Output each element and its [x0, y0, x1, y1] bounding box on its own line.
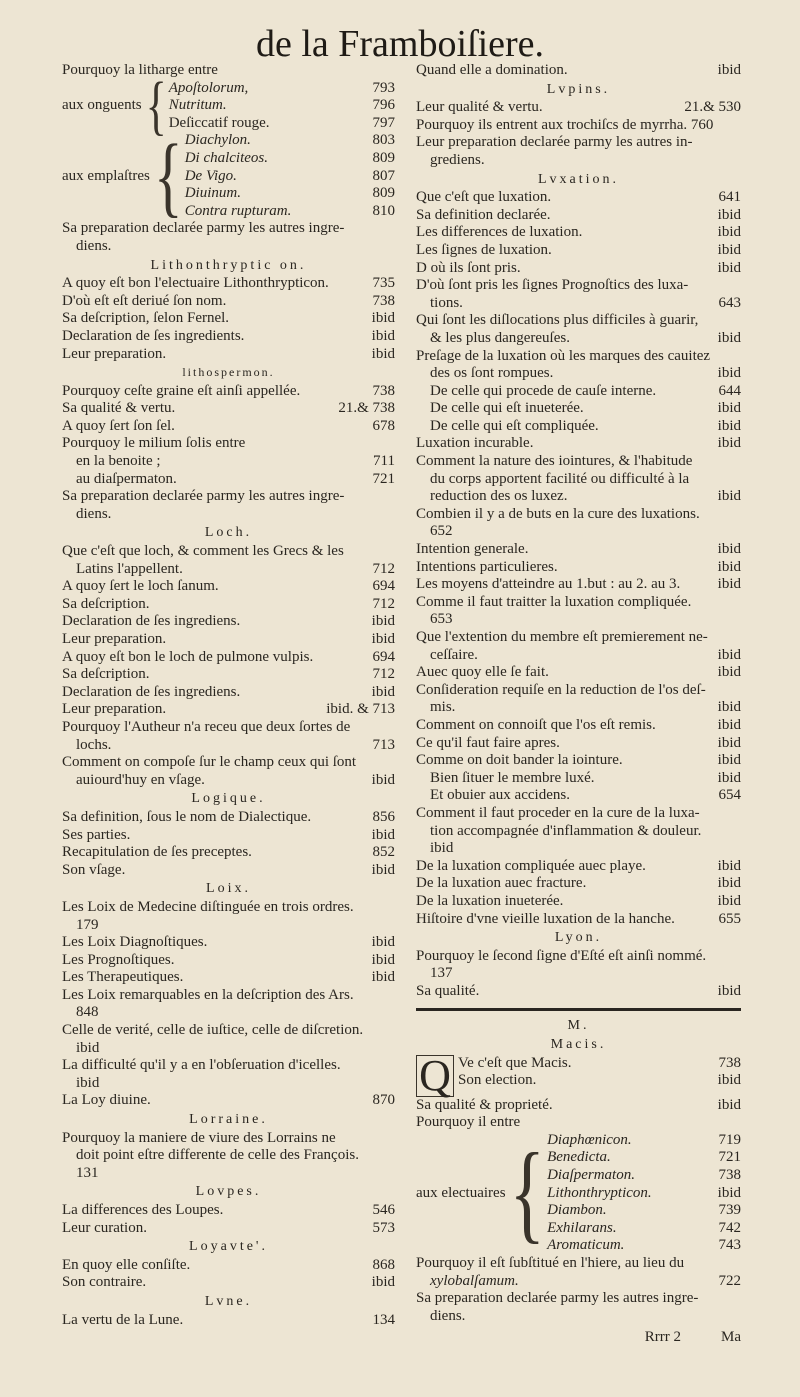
index-entry: A quoy ſert ſon ſel.	[62, 417, 175, 434]
index-entry: des os ſont rompues.	[430, 365, 554, 382]
index-line: Comment la nature des iointures, & l'habitude	[416, 453, 693, 470]
page-ref: 712	[372, 560, 395, 577]
index-entry: Sa definition, ſous le nom de Dialectique.	[62, 808, 312, 825]
page-ref: 643	[718, 294, 741, 311]
section-heading: Lvne.	[204, 1293, 253, 1309]
index-line: Comment il faut proceder en la cure de la luxa-	[416, 804, 700, 821]
page-ref: 738	[718, 1054, 741, 1071]
section-heading: Lovpes.	[195, 1184, 262, 1200]
index-line: diens.	[76, 505, 112, 522]
index-line: diens.	[430, 1307, 466, 1324]
group-item: Exhilarans.	[547, 1219, 617, 1236]
section-heading: Macis.	[550, 1037, 607, 1053]
page-ref: ibid	[717, 417, 741, 434]
index-entry: Les Loix Diagnoſtiques.	[62, 934, 208, 951]
index-entry: tions.	[430, 294, 463, 311]
page-ref: 721	[718, 1149, 741, 1166]
page-ref: 735	[372, 275, 395, 292]
index-entry: Son vſage.	[62, 861, 126, 878]
index-line: Les Loix remarquables en la deſcription des Ars.	[62, 986, 354, 1003]
page-ref: ibid	[371, 826, 395, 843]
page-ref: 678	[372, 417, 395, 434]
section-heading: Logique.	[191, 791, 266, 807]
index-entry: La differences des Loupes.	[62, 1202, 224, 1218]
page-ref: 712	[372, 595, 395, 612]
index-line: Pourquoy l'Autheur n'a receu que deux ſortes de	[62, 718, 351, 735]
index-entry: Luxation incurable.	[416, 435, 534, 452]
index-entry: Les moyens d'atteindre au 1.but : au 2. au 3.	[416, 576, 681, 593]
page-ref: 21.& 738	[338, 400, 395, 417]
page-ref: ibid	[717, 435, 741, 452]
index-line: Conſideration requiſe en la reduction de l'os deſ-	[416, 681, 706, 698]
page-ref: ibid	[717, 716, 741, 733]
page-ref: ibid	[430, 840, 454, 857]
section-heading: Lvxation.	[537, 171, 620, 187]
page-ref: ibid	[717, 576, 741, 593]
index-line: Pourquoy la maniere de viure des Lorrains ne	[62, 1129, 336, 1146]
index-line: Celle de verité, celle de iuſtice, celle de diſcretion.	[62, 1022, 364, 1039]
page-title: de la Framboiſiere.	[255, 23, 545, 65]
index-line: Pourquoy le ſecond ſigne d'Eſté eſt ainſi nommé.	[416, 947, 707, 964]
page-ref: 809	[372, 149, 395, 166]
index-entry: Declaration de ſes ingrediens.	[62, 613, 241, 630]
index-entry: Leur qualité & vertu.	[416, 99, 543, 116]
index-entry: A quoy eſt bon l'electuaire Lithonthrypticon.	[62, 275, 329, 292]
section-heading: Loch.	[204, 525, 253, 541]
page-ref: 722	[718, 1272, 741, 1289]
index-entry: Pourquoy ceſte graine eſt ainſi appellée.	[62, 382, 301, 399]
page-ref: ibid	[371, 613, 395, 630]
index-entry: Les differences de luxation.	[416, 224, 583, 241]
section-divider	[416, 1008, 741, 1011]
catchword: Ma	[721, 1329, 741, 1346]
brace-icon: {	[153, 126, 183, 226]
index-entry: Sa deſcription, ſelon Fernel.	[62, 310, 230, 327]
index-entry: Sa deſcription.	[62, 595, 150, 612]
page-ref: ibid	[717, 752, 741, 769]
group-item: Diambon.	[547, 1202, 607, 1219]
page-ref: 134	[372, 1311, 395, 1328]
index-entry: Auec quoy elle ſe fait.	[416, 664, 549, 681]
group-item: Diaphœnicon.	[547, 1131, 632, 1148]
page-ref: 738	[372, 382, 395, 399]
page-ref: 712	[372, 666, 395, 683]
index-line: du corps apportent facilité ou difficulté à la	[430, 470, 690, 487]
index-entry: ceſſaire.	[430, 646, 478, 663]
page-ref: ibid	[717, 241, 741, 258]
index-entry: reduction des os luxez.	[430, 488, 568, 505]
page-ref: 655	[718, 910, 741, 927]
group-item: Di chalciteos.	[184, 149, 269, 166]
index-line: Qui ſont les diſlocations plus difficiles à guarir,	[416, 312, 699, 329]
page-ref: ibid	[371, 327, 395, 344]
page-ref: 713	[372, 736, 395, 753]
right-column	[416, 62, 741, 1347]
page-ref: ibid	[717, 1072, 741, 1089]
index-line: Sa preparation declarée parmy les autres ingre-	[416, 1290, 699, 1307]
page-ref: 137	[430, 965, 453, 982]
index-entry: De celle qui eſt inueterée.	[430, 400, 584, 417]
index-entry: Hiſtoire d'vne vieille luxation de la hanche.	[416, 910, 675, 927]
brace-icon: {	[145, 68, 167, 142]
page-ref: ibid	[717, 769, 741, 786]
page-ref: 803	[372, 132, 395, 149]
index-entry: auiourd'huy en vſage.	[76, 771, 205, 788]
page-ref: 793	[372, 79, 395, 96]
index-entry: Quand elle a domination.	[416, 62, 568, 78]
page-ref: ibid	[717, 1096, 741, 1113]
index-line: tion accompagnée d'inflammation & douleur.	[430, 822, 702, 839]
brace-icon: {	[509, 1131, 546, 1255]
index-entry: Sa definition declarée.	[416, 206, 551, 223]
page-ref: ibid	[371, 631, 395, 647]
page-ref: 694	[372, 578, 395, 595]
index-line: Pourquoy ils entrent aux trochiſcs de myrrha. 760	[416, 116, 714, 133]
page-ref: ibid	[371, 969, 395, 986]
index-line: Preſage de la luxation où les marques des cauitez	[416, 347, 711, 364]
index-entry: Sa qualité & proprieté.	[416, 1096, 553, 1113]
index-line: Que c'eſt que loch, & comment les Grecs & les	[62, 543, 344, 560]
index-entry: Son election.	[458, 1072, 537, 1089]
left-column	[62, 62, 395, 1329]
index-entry: Latins l'appellent.	[76, 560, 183, 577]
page-ref: 654	[718, 787, 741, 804]
index-line: grediens.	[430, 151, 485, 168]
page-ref: ibid	[717, 734, 741, 751]
page-ref: ibid	[717, 699, 741, 716]
index-entry: Recapitulation de ſes preceptes.	[62, 844, 252, 861]
index-entry: au diaſpermaton.	[76, 470, 177, 487]
signature-mark: Rrrr 2	[644, 1329, 681, 1346]
group-lead: aux onguents	[62, 97, 142, 114]
index-entry: Declaration de ſes ingrediens.	[62, 683, 241, 700]
section-heading: Lorraine.	[189, 1112, 268, 1128]
index-entry: Sa qualité.	[416, 982, 480, 999]
page-ref: 711	[373, 453, 395, 470]
index-entry: Leur preparation.	[62, 701, 167, 718]
page-ref: 739	[718, 1202, 741, 1219]
index-entry: De celle qui eſt compliquée.	[430, 417, 599, 434]
drop-cap: Q	[416, 1055, 454, 1097]
index-line: Les Loix de Medecine diſtinguée en trois ordres.	[62, 898, 354, 915]
index-entry: xylobalſamum.	[430, 1272, 519, 1289]
group-lead: aux electuaires	[416, 1184, 506, 1201]
page-ref: ibid	[717, 365, 741, 382]
section-heading: Loix.	[206, 881, 251, 897]
page-ref: ibid	[717, 329, 741, 346]
page-ref: 810	[372, 202, 395, 219]
index-entry: De la luxation inueterée.	[416, 892, 564, 909]
page-ref: ibid	[717, 558, 741, 575]
index-line: Sa preparation declarée parmy les autres ingre-	[62, 488, 345, 505]
index-entry: En quoy elle conſiſte.	[62, 1256, 191, 1273]
page-ref: ibid	[371, 771, 395, 788]
index-line: Pourquoy le milium ſolis entre	[62, 435, 246, 452]
index-line: Pourquoy la litharge entre	[62, 62, 218, 78]
page-ref: ibid	[717, 892, 741, 909]
index-line: diens.	[76, 237, 112, 254]
page-ref: ibid	[717, 259, 741, 276]
page-ref: 131	[76, 1164, 99, 1181]
page-ref: 797	[372, 114, 395, 131]
page-ref: ibid	[717, 646, 741, 663]
page-ref: ibid	[717, 62, 741, 78]
page-ref: ibid	[371, 861, 395, 878]
index-line: Pourquoy il entre	[416, 1114, 521, 1131]
index-entry: Comme on doit bander la iointure.	[416, 752, 623, 769]
page-ref: ibid	[76, 1039, 100, 1056]
group-item: Lithonthrypticon.	[547, 1184, 652, 1201]
page-ref: ibid	[717, 224, 741, 241]
index-entry: Que c'eſt que luxation.	[416, 189, 552, 206]
index-entry: Leur preparation.	[62, 345, 167, 362]
page-ref: 870	[372, 1092, 395, 1109]
group-item: Diuinum.	[184, 185, 241, 202]
index-entry: Bien ſituer le membre luxé.	[430, 769, 595, 786]
page-ref: ibid. & 713	[326, 701, 395, 718]
index-entry: De la luxation auec fracture.	[416, 875, 587, 892]
index-entry: Sa deſcription.	[62, 666, 150, 683]
index-line: doit point eſtre differente de celle des François.	[76, 1147, 359, 1164]
page-ref: ibid	[717, 541, 741, 558]
group-item: Diaſpermaton.	[547, 1167, 635, 1184]
page-ref: 796	[372, 97, 395, 114]
page-ref: 743	[718, 1237, 741, 1254]
group-item: Contra rupturam.	[184, 202, 292, 219]
page-ref: 809	[372, 185, 395, 202]
section-heading: Lithonthryptic on.	[150, 257, 307, 273]
index-entry: Et obuier aux accidens.	[430, 787, 570, 804]
page-ref: ibid	[717, 875, 741, 892]
index-line: Comme il faut traitter la luxation compliquée.	[416, 593, 692, 610]
index-entry: Ce qu'il faut faire apres.	[416, 734, 560, 751]
dropcap-entry	[416, 1050, 741, 1100]
page-ref: ibid	[717, 1184, 741, 1201]
page-ref: ibid	[717, 488, 741, 505]
index-entry: Ses parties.	[62, 826, 131, 843]
page-ref: 179	[76, 916, 99, 933]
index-entry: Les ſignes de luxation.	[416, 241, 552, 258]
index-entry: & les plus dangereuſes.	[430, 329, 570, 346]
index-entry: De la luxation compliquée auec playe.	[416, 857, 646, 874]
index-entry: mis.	[430, 699, 456, 716]
page-ref: 641	[718, 189, 741, 206]
section-heading: Lvpins.	[546, 81, 611, 97]
index-line: D'où ſont pris les ſignes Prognoſtics des luxa-	[416, 277, 689, 294]
section-heading: lithospermon.	[182, 365, 275, 380]
index-entry: La vertu de la Lune.	[62, 1311, 184, 1328]
page-ref: ibid	[371, 951, 395, 968]
index-entry: De celle qui procede de cauſe interne.	[430, 382, 657, 399]
index-entry: Son contraire.	[62, 1274, 147, 1291]
index-entry: A quoy eſt bon le loch de pulmone vulpis.	[62, 648, 314, 665]
index-entry: en la benoite ;	[76, 453, 161, 470]
page-ref: 694	[372, 648, 395, 665]
group-item: Apoſtolorum,	[168, 79, 249, 96]
index-entry: Ve c'eſt que Macis.	[458, 1054, 572, 1071]
group-item: Benedicta.	[547, 1149, 611, 1166]
index-line: Pourquoy il eſt ſubſtitué en l'hiere, au lieu du	[416, 1255, 685, 1271]
page-ref: ibid	[371, 310, 395, 327]
page-ref: ibid	[717, 206, 741, 223]
section-heading: Loyavte'.	[189, 1239, 268, 1255]
group-item: Aromaticum.	[547, 1237, 625, 1254]
section-heading: Lyon.	[554, 930, 603, 946]
page-ref: 653	[430, 611, 453, 628]
letter-heading: M.	[567, 1018, 590, 1034]
page-ref: ibid	[371, 683, 395, 700]
page-ref: 721	[372, 470, 395, 487]
page-ref: ibid	[717, 982, 741, 999]
index-entry: Intentions particulieres.	[416, 558, 558, 575]
page-ref: ibid	[371, 934, 395, 951]
page-ref: 848	[76, 1004, 99, 1021]
index-entry: Comment on connoiſt que l'os eſt remis.	[416, 716, 656, 733]
index-line: Sa preparation declarée parmy les autres ingre-	[62, 220, 345, 237]
index-line: Comment on compoſe ſur le champ ceux qui ſont	[62, 754, 357, 771]
page-ref: 738	[372, 292, 395, 309]
index-line: Combien il y a de buts en la cure des luxations.	[416, 505, 700, 522]
group-lead: aux emplaſtres	[62, 167, 150, 184]
page-ref: 644	[718, 382, 741, 399]
page-ref: 852	[372, 844, 395, 861]
index-entry: D'où eſt eſt deriué ſon nom.	[62, 292, 227, 309]
page-footer	[416, 1329, 741, 1347]
index-entry: D où ils ſont pris.	[416, 259, 521, 276]
index-entry: Les Therapeutiques.	[62, 969, 184, 986]
index-entry: Intention generale.	[416, 541, 529, 558]
page-ref: ibid	[717, 857, 741, 874]
page-ref: ibid	[717, 400, 741, 417]
page-ref: 652	[430, 523, 453, 540]
page-ref: 21.& 530	[684, 99, 741, 116]
page-ref: 742	[718, 1219, 741, 1236]
index-entry: Leur preparation.	[62, 631, 167, 647]
index-line: La difficulté qu'il y a en l'obſeruation d'icelles.	[62, 1057, 341, 1074]
page-ref: ibid	[717, 664, 741, 681]
index-entry: Sa qualité & vertu.	[62, 400, 176, 417]
index-entry: La Loy diuine.	[62, 1092, 151, 1109]
page-ref: ibid	[371, 345, 395, 362]
index-entry: A quoy ſert le loch ſanum.	[62, 578, 219, 595]
index-line: Que l'extention du membre eſt premierement ne-	[416, 629, 708, 645]
index-entry: Les Prognoſtiques.	[62, 951, 175, 968]
page-ref: 546	[372, 1202, 395, 1218]
group-item: Diachylon.	[184, 132, 251, 149]
page-ref: 573	[372, 1219, 395, 1236]
index-entry: Declaration de ſes ingredients.	[62, 327, 245, 344]
index-line: Leur preparation declarée parmy les autres in-	[416, 134, 693, 151]
entry-group-electuaires	[416, 1132, 741, 1255]
page-ref: 738	[718, 1167, 741, 1184]
page-ref: 856	[372, 808, 395, 825]
entry-group-emplastres	[62, 126, 395, 226]
index-entry: lochs.	[76, 736, 112, 753]
page-ref: 719	[718, 1131, 741, 1148]
group-item: Nutritum.	[168, 97, 227, 114]
page-ref: ibid	[76, 1074, 100, 1091]
index-entry: Leur curation.	[62, 1219, 147, 1236]
page-ref: 868	[372, 1256, 395, 1273]
page-ref: 807	[372, 167, 395, 184]
group-item: Deſiccatif rouge.	[168, 114, 270, 131]
page-ref: ibid	[371, 1274, 395, 1291]
group-item: De Vigo.	[184, 167, 237, 184]
